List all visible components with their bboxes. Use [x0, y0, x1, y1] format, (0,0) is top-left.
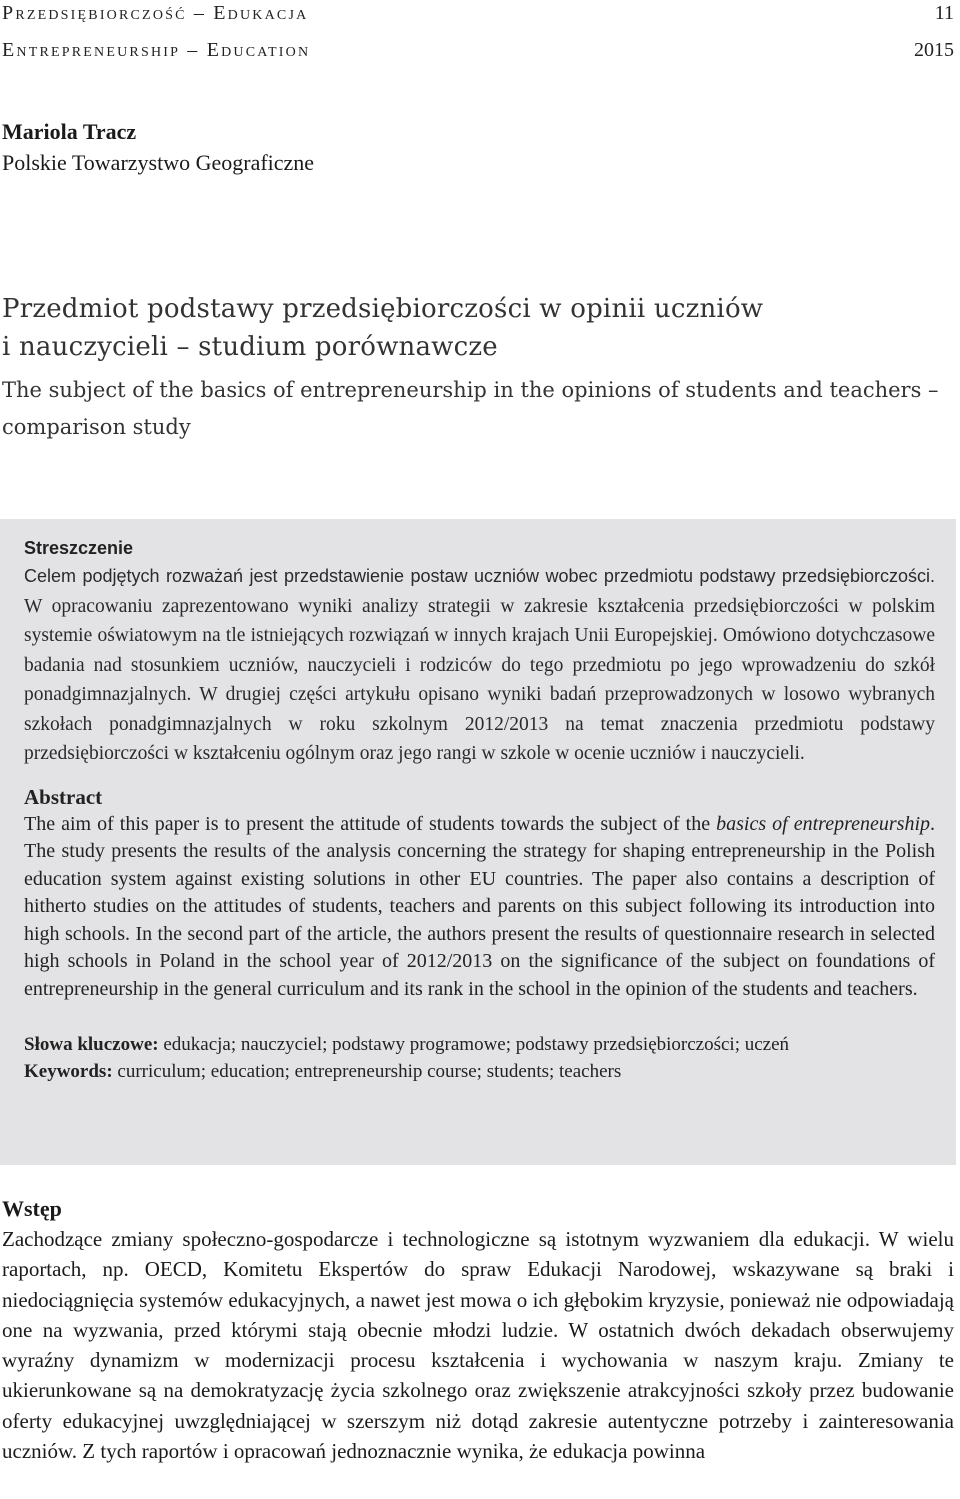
keywords-value: curriculum; education; entrepreneurship course; students; teachers [112, 1061, 622, 1082]
slowa-kluczowe-value: edukacja; nauczyciel; podstawy programowe; podstawy przedsiębiorczości; uczeń [158, 1034, 790, 1055]
intro-heading: Wstęp [2, 1196, 62, 1221]
streszczenie-part2: W opracowaniu zaprezentowano wyniki analizy strategii w zakresie kształcenia przedsiębiorczości w polskim systemie oświatowym na tle istniejących rozwiązań w innych krajach Unii Europejskiej. Omówiono dotychczasowe badania nad stosunkiem uczniów, nauczycieli i rodziców do tego przedmiotu po jego wprowadzeniu do szkół ponadgimnazjalnych. W drugiej części artykułu opisano wyniki badań przeprowadzonych w losowo wybranych szkołach ponadgimnazjalnych w roku szkolnym 2012/2013 na temat znaczenia przedmiotu podstawy przedsiębiorczości w kształceniu ogólnym oraz jego rangi w szkole w ocenie uczniów i nauczycieli. [24, 595, 935, 764]
author-affiliation: Polskie Towarzystwo Geograficzne [2, 150, 315, 175]
abstract-text [24, 811, 935, 1004]
abstract-after: . The study presents the results of the analysis concerning the strategy for shaping entrepreneurship in the Polish education system against existing solutions in other EU countries. The paper also contains a description of hitherto studies on the attitudes of students, teachers and parents on this subject following its introduction into high schools. In the second part of the article, the authors present the results of questionnaire research in selected high schools in Poland in the school year of 2012/2013 on the significance of the subject on foundations of entrepreneurship in the general curriculum and its rank in the school in the opinion of the students and teachers. [24, 812, 936, 1000]
author-name: Mariola Tracz [2, 119, 137, 144]
streszczenie-part1: Celem podjętych rozważań jest przedstawienie postaw uczniów wobec przedmiotu podstawy przedsiębiorczości. [24, 566, 935, 586]
volume-number: 11 [934, 2, 954, 24]
journal-title-pl: Przedsiębiorczość – Edukacja [2, 2, 309, 24]
title-polish-line1: Przedmiot podstawy przedsiębiorczości w opinii uczniów [2, 294, 764, 324]
running-header-en [2, 39, 954, 62]
title-english: The subject of the basics of entrepreneurship in the opinions of students and teachers – comparison study [2, 378, 939, 439]
introduction-section [2, 1194, 954, 1466]
keywords [24, 1058, 935, 1085]
publication-year: 2015 [914, 39, 954, 61]
abstract-heading: Abstract [24, 784, 103, 809]
abstract-box [0, 519, 956, 1165]
slowa-kluczowe [24, 1031, 935, 1058]
slowa-kluczowe-label: Słowa kluczowe: [24, 1034, 159, 1055]
keywords-label: Keywords: [24, 1061, 113, 1082]
abstract-italic: basics of entrepreneurship [716, 812, 931, 835]
author-block [2, 116, 314, 178]
abstract-before: The aim of this paper is to present the attitude of students towards the subject of the [24, 812, 717, 835]
running-header-pl [2, 2, 954, 25]
title-polish-line2: i nauczycieli – studium porównawcze [2, 332, 498, 362]
streszczenie-heading: Streszczenie [24, 538, 134, 558]
streszczenie-text [24, 562, 935, 769]
article-titles [2, 290, 952, 446]
journal-title-en: Entrepreneurship – Education [2, 39, 311, 61]
intro-paragraph: Zachodzące zmiany społeczno-gospodarcze i technologiczne są istotnym wyzwaniem dla edukacji. W wielu raportach, np. OECD, Komitetu Ekspertów do spraw Edukacji Narodowej, wskazywane są braki i niedociągnięcia systemów edukacyjnych, a nawet jest mowa o ich głębokim kryzysie, ponieważ nie odpowiadają one na wyzwania, przed którymi stają obecnie młodzi ludzie. W ostatnich dwóch dekadach obserwujemy wyraźny dynamizm w modernizacji procesu kształcenia i wychowania w naszym kraju. Zmiany te ukierunkowane są na demokratyzację życia szkolnego oraz zwiększenie atrakcyjności szkoły przez budowanie oferty edukacyjnej uwzględniającej w szerszym niż dotąd zakresie autentyczne potrzeby i zainteresowania uczniów. Z tych raportów i opracowań jednoznacznie wynika, że edukacja powinna [2, 1227, 954, 1464]
